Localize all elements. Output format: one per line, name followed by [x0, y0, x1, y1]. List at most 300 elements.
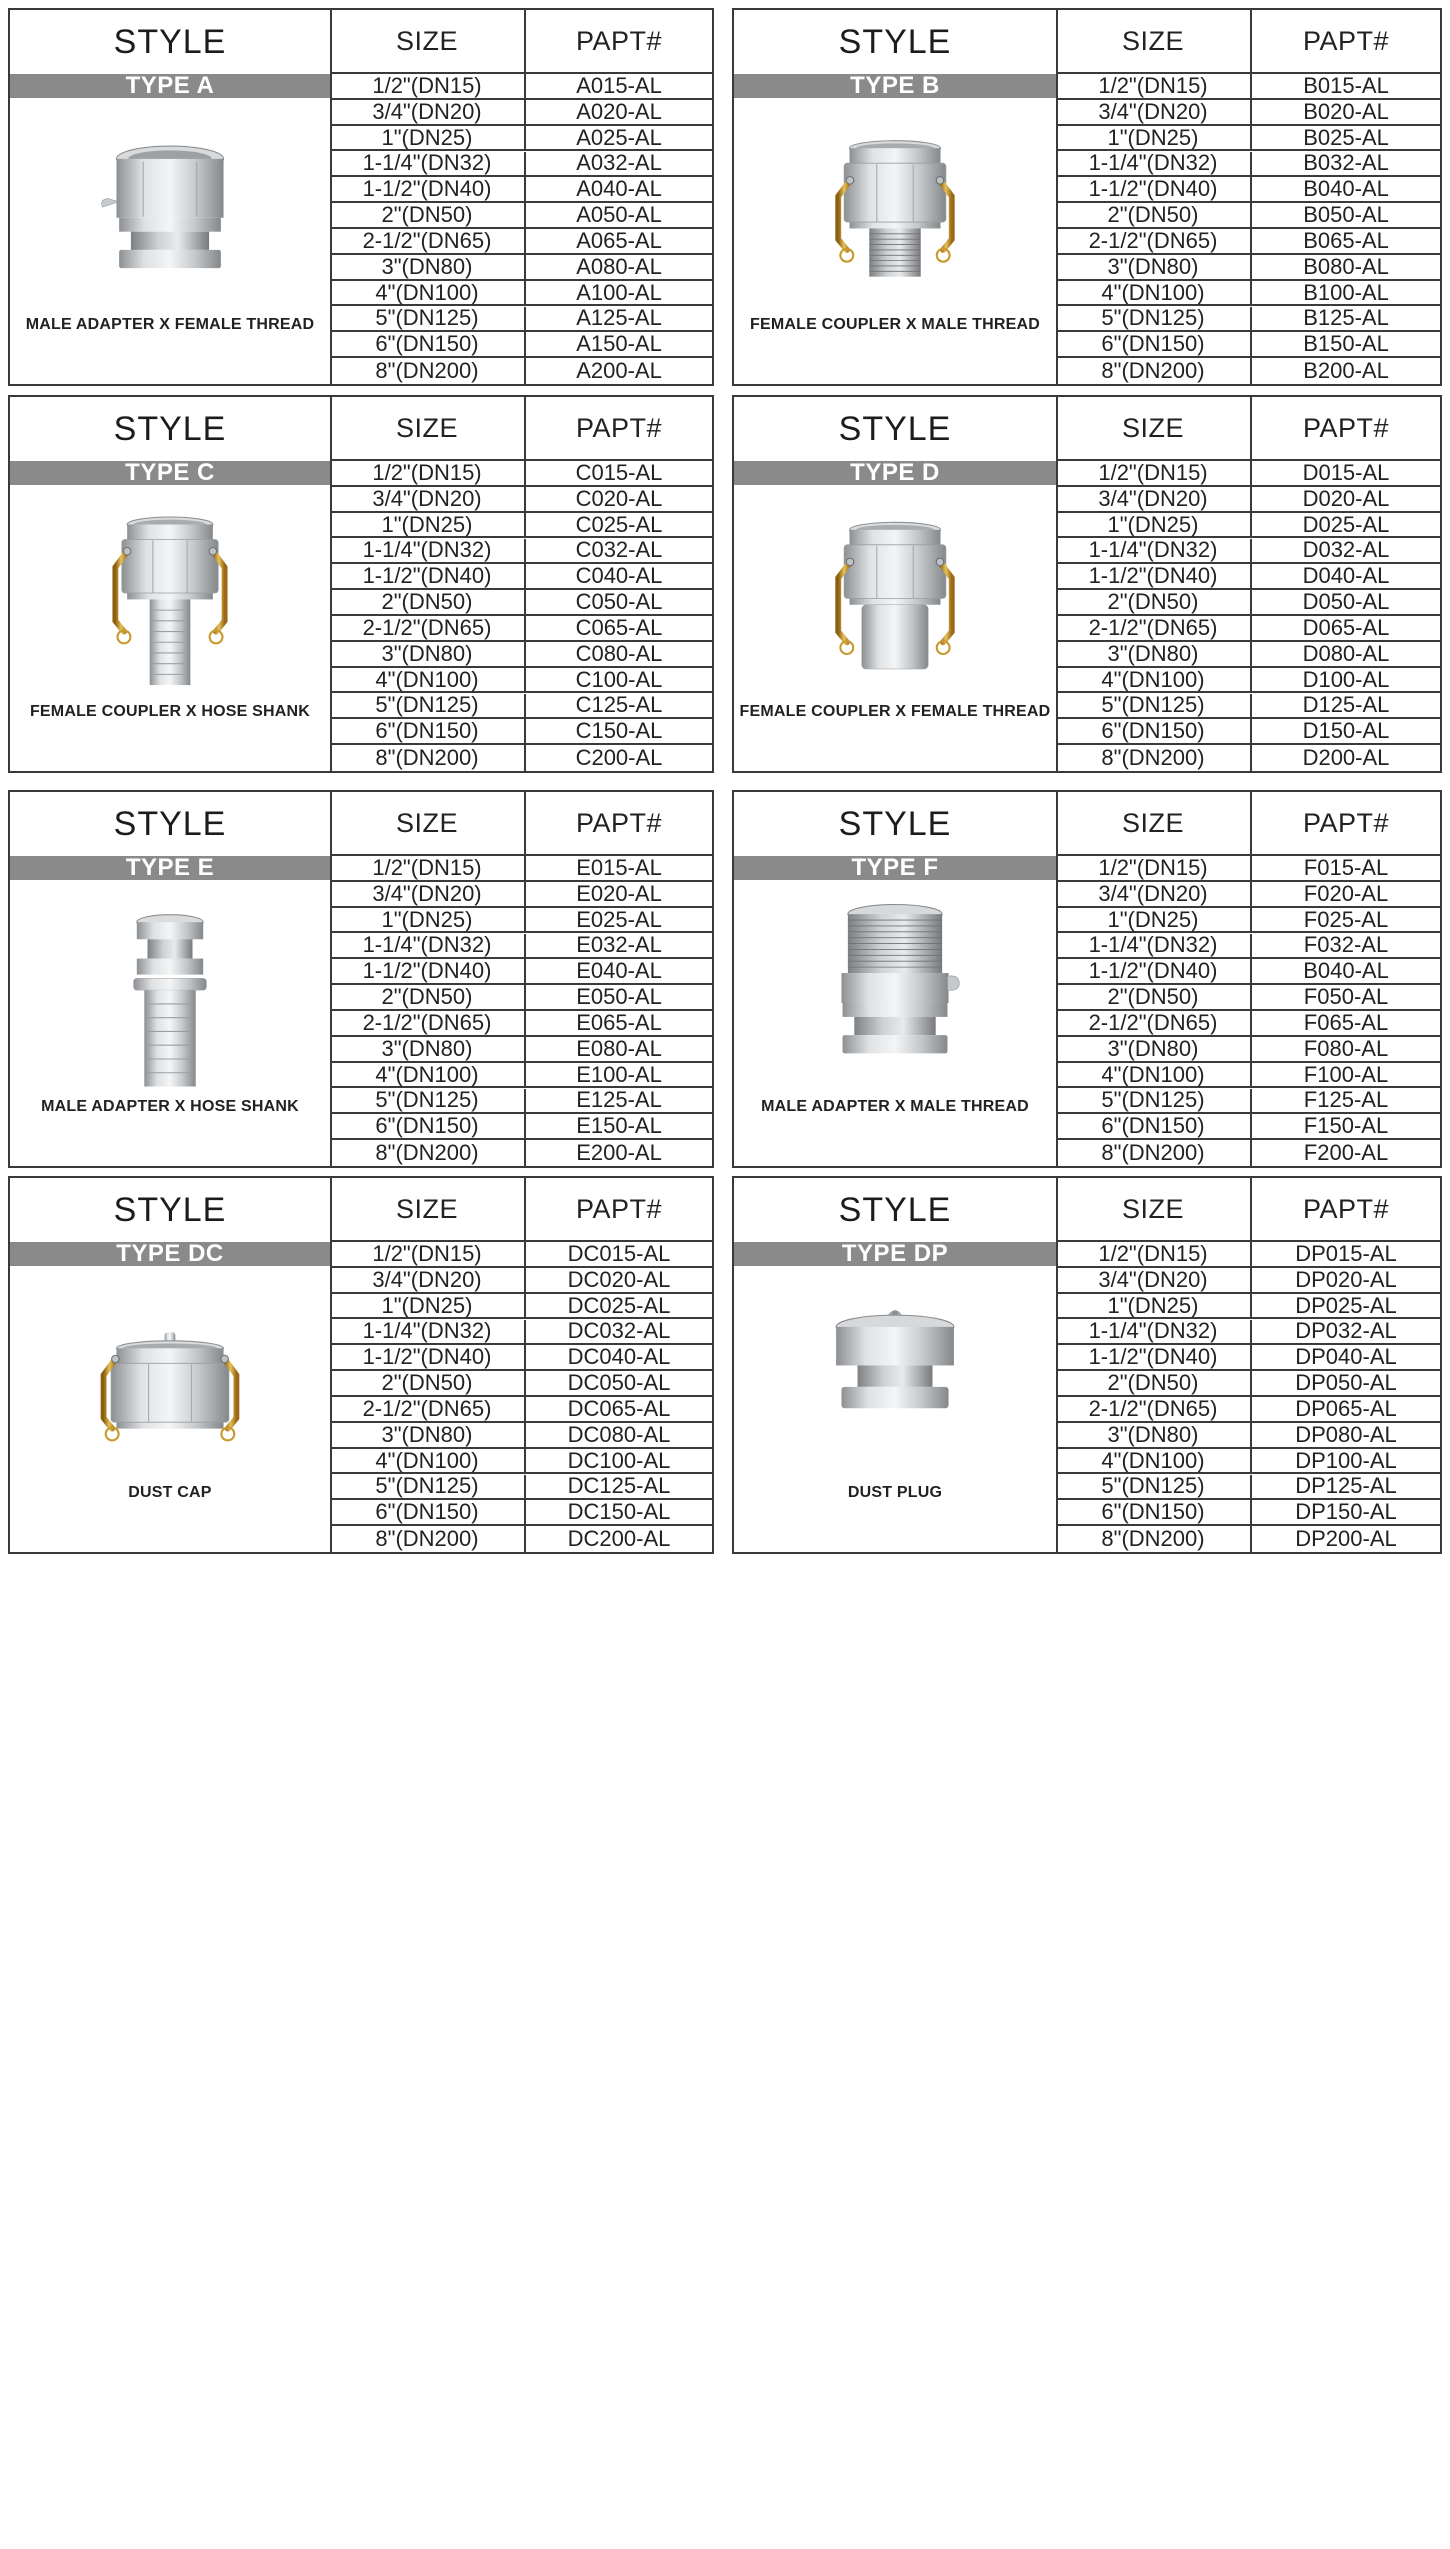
size-cell: 5"(DN125)	[1056, 1089, 1252, 1113]
part-number-cell: D200-AL	[1302, 745, 1390, 771]
fitting-panel-3	[8, 395, 714, 773]
style-column	[10, 792, 332, 1166]
size-part-table	[1056, 792, 1440, 1166]
size-cell: 1-1/4"(DN32)	[330, 934, 526, 958]
size-column-header: SIZE	[330, 792, 526, 854]
part-number-cell: F100-AL	[1303, 1061, 1389, 1087]
type-a-fitting-icon	[10, 100, 330, 314]
size-cell: 2"(DN50)	[1056, 985, 1252, 1009]
table-row	[330, 1371, 712, 1397]
size-cell: 4"(DN100)	[330, 668, 526, 692]
size-cell: 5"(DN125)	[1056, 694, 1252, 718]
table-row	[1056, 985, 1440, 1011]
size-cell: 1-1/4"(DN32)	[1056, 934, 1252, 958]
table-row	[1056, 1449, 1440, 1475]
part-number-cell: DC020-AL	[567, 1266, 671, 1292]
size-cell: 3"(DN80)	[1056, 1423, 1252, 1447]
table-row	[330, 229, 712, 255]
part-number-cell: DC150-AL	[567, 1499, 671, 1525]
part-number-cell: B200-AL	[1303, 358, 1389, 384]
size-cell: 4"(DN100)	[1056, 1063, 1252, 1087]
size-cell: 1-1/2"(DN40)	[330, 1345, 526, 1369]
size-cell: 2-1/2"(DN65)	[1056, 1397, 1252, 1421]
size-cell: 2-1/2"(DN65)	[1056, 229, 1252, 253]
part-number-cell: DP200-AL	[1295, 1526, 1397, 1552]
part-number-cell: C040-AL	[575, 563, 663, 589]
part-column-header: PAPT#	[1302, 412, 1390, 443]
size-cell: 1"(DN25)	[1056, 513, 1252, 537]
table-row	[330, 74, 712, 100]
table-row	[330, 177, 712, 203]
size-column-header: SIZE	[1056, 10, 1252, 72]
size-cell: 8"(DN200)	[330, 1140, 526, 1166]
part-number-cell: E032-AL	[576, 932, 662, 958]
part-number-cell: B080-AL	[1303, 253, 1389, 279]
part-number-cell: B125-AL	[1303, 305, 1389, 331]
type-f-fitting-icon	[734, 882, 1056, 1096]
part-column-header: PAPT#	[575, 25, 663, 56]
type-e-fitting-icon	[10, 882, 330, 1096]
style-header: STYLE	[838, 22, 952, 61]
table-header-row	[1056, 792, 1440, 856]
table-row	[330, 1475, 712, 1501]
style-column	[734, 1178, 1058, 1552]
size-cell: 1-1/4"(DN32)	[330, 539, 526, 563]
dust-cap-icon	[10, 1268, 330, 1482]
table-row	[1056, 1320, 1440, 1346]
size-cell: 3"(DN80)	[330, 1423, 526, 1447]
part-number-cell: C080-AL	[575, 640, 663, 666]
part-number-cell: F050-AL	[1303, 984, 1389, 1010]
part-number-cell: A025-AL	[576, 124, 662, 150]
part-number-cell: DP150-AL	[1295, 1499, 1397, 1525]
table-row	[330, 564, 712, 590]
part-number-cell: DC050-AL	[567, 1370, 671, 1396]
style-header: STYLE	[113, 22, 227, 61]
table-row	[330, 694, 712, 720]
part-number-cell: B040-AL	[1303, 958, 1389, 984]
size-cell: 1-1/2"(DN40)	[1056, 1345, 1252, 1369]
table-header-row	[330, 1178, 712, 1242]
part-number-cell: F032-AL	[1303, 932, 1389, 958]
table-row	[1056, 255, 1440, 281]
size-cell: 5"(DN125)	[1056, 1475, 1252, 1499]
table-row	[1056, 1475, 1440, 1501]
table-row	[1056, 281, 1440, 307]
style-header: STYLE	[838, 804, 952, 843]
part-number-cell: DP100-AL	[1295, 1447, 1397, 1473]
size-part-table	[1056, 10, 1440, 384]
part-number-cell: E015-AL	[576, 854, 662, 880]
part-number-cell: E125-AL	[576, 1087, 662, 1113]
part-number-cell: A125-AL	[576, 305, 662, 331]
table-row	[330, 307, 712, 333]
size-cell: 2"(DN50)	[1056, 590, 1252, 614]
table-row	[330, 985, 712, 1011]
table-row	[1056, 616, 1440, 642]
part-number-cell: D040-AL	[1302, 563, 1390, 589]
part-number-cell: B025-AL	[1303, 124, 1389, 150]
part-number-cell: D065-AL	[1302, 614, 1390, 640]
part-number-cell: E025-AL	[576, 906, 662, 932]
part-number-cell: C015-AL	[575, 459, 663, 485]
size-cell: 1-1/4"(DN32)	[1056, 152, 1252, 176]
size-cell: 3/4"(DN20)	[1056, 100, 1252, 124]
size-cell: 1"(DN25)	[330, 1294, 526, 1318]
part-number-cell: E100-AL	[576, 1061, 662, 1087]
table-row	[1056, 487, 1440, 513]
table-row	[1056, 959, 1440, 985]
size-cell: 2-1/2"(DN65)	[330, 229, 526, 253]
size-cell: 2-1/2"(DN65)	[1056, 616, 1252, 640]
size-cell: 6"(DN150)	[330, 1114, 526, 1138]
table-row	[330, 1500, 712, 1526]
size-cell: 2"(DN50)	[330, 1371, 526, 1395]
size-cell: 6"(DN150)	[1056, 719, 1252, 743]
table-row	[330, 1242, 712, 1268]
fitting-description: MALE ADAPTER X FEMALE THREAD	[25, 316, 315, 333]
size-column-header: SIZE	[330, 10, 526, 72]
table-row	[1056, 856, 1440, 882]
part-number-cell: A020-AL	[576, 98, 662, 124]
part-number-cell: C125-AL	[575, 692, 663, 718]
table-row	[1056, 513, 1440, 539]
table-row	[330, 126, 712, 152]
size-cell: 4"(DN100)	[330, 1063, 526, 1087]
part-column-header: PAPT#	[575, 807, 663, 838]
table-row	[330, 513, 712, 539]
part-number-cell: F020-AL	[1303, 880, 1389, 906]
part-number-cell: C025-AL	[575, 511, 663, 537]
size-part-table	[330, 792, 712, 1166]
table-row	[1056, 229, 1440, 255]
size-cell: 3/4"(DN20)	[330, 100, 526, 124]
type-d-fitting-icon	[734, 487, 1056, 701]
size-cell: 3"(DN80)	[330, 642, 526, 666]
size-cell: 4"(DN100)	[1056, 668, 1252, 692]
table-row	[1056, 590, 1440, 616]
type-b-fitting-icon	[734, 100, 1056, 314]
table-row	[330, 1526, 712, 1552]
size-cell: 1/2"(DN15)	[1056, 461, 1252, 485]
part-number-cell: E150-AL	[576, 1113, 662, 1139]
part-number-cell: C020-AL	[575, 485, 663, 511]
part-number-cell: A150-AL	[576, 331, 662, 357]
table-row	[330, 487, 712, 513]
size-cell: 1-1/4"(DN32)	[1056, 1320, 1252, 1344]
table-row	[330, 1294, 712, 1320]
part-number-cell: DC125-AL	[567, 1473, 671, 1499]
part-number-cell: B150-AL	[1303, 331, 1389, 357]
table-row	[1056, 642, 1440, 668]
size-cell: 6"(DN150)	[1056, 1114, 1252, 1138]
part-number-cell: DP065-AL	[1295, 1395, 1397, 1421]
style-column	[10, 10, 332, 384]
size-cell: 4"(DN100)	[1056, 281, 1252, 305]
part-number-cell: DC032-AL	[567, 1318, 671, 1344]
part-number-cell: E065-AL	[576, 1009, 662, 1035]
size-part-table	[330, 397, 712, 771]
fitting-description: FEMALE COUPLER X HOSE SHANK	[29, 703, 311, 720]
part-number-cell: C065-AL	[575, 614, 663, 640]
fitting-description: FEMALE COUPLER X MALE THREAD	[749, 316, 1041, 333]
part-number-cell: DP015-AL	[1295, 1240, 1397, 1266]
style-header: STYLE	[838, 409, 952, 448]
table-row	[1056, 1011, 1440, 1037]
size-cell: 1"(DN25)	[330, 126, 526, 150]
size-cell: 1/2"(DN15)	[330, 461, 526, 485]
type-a-fitting-icon	[10, 100, 330, 314]
part-number-cell: A015-AL	[576, 72, 662, 98]
size-cell: 8"(DN200)	[330, 358, 526, 384]
table-row	[1056, 307, 1440, 333]
size-part-table	[1056, 397, 1440, 771]
part-number-cell: E080-AL	[576, 1035, 662, 1061]
table-row	[1056, 934, 1440, 960]
size-cell: 2"(DN50)	[330, 985, 526, 1009]
table-row	[330, 1397, 712, 1423]
part-number-cell: E200-AL	[576, 1140, 662, 1166]
table-row	[1056, 461, 1440, 487]
size-cell: 2-1/2"(DN65)	[330, 616, 526, 640]
part-number-cell: D125-AL	[1302, 692, 1390, 718]
dust-plug-icon	[734, 1268, 1056, 1482]
size-cell: 8"(DN200)	[1056, 1140, 1252, 1166]
type-label-bar: TYPE DC	[10, 1242, 330, 1266]
size-column-header: SIZE	[1056, 792, 1252, 854]
size-cell: 5"(DN125)	[330, 1475, 526, 1499]
table-row	[1056, 1242, 1440, 1268]
table-row	[330, 1011, 712, 1037]
part-number-cell: DP125-AL	[1295, 1473, 1397, 1499]
size-cell: 1"(DN25)	[1056, 908, 1252, 932]
part-number-cell: B040-AL	[1303, 176, 1389, 202]
table-row	[330, 1140, 712, 1166]
table-row	[330, 1423, 712, 1449]
style-header: STYLE	[838, 1190, 952, 1229]
part-number-cell: C032-AL	[575, 537, 663, 563]
size-cell: 3/4"(DN20)	[1056, 1268, 1252, 1292]
table-row	[330, 1063, 712, 1089]
part-number-cell: B015-AL	[1303, 72, 1389, 98]
table-row	[330, 1345, 712, 1371]
size-cell: 1-1/2"(DN40)	[1056, 959, 1252, 983]
table-row	[330, 100, 712, 126]
part-number-cell: DP020-AL	[1295, 1266, 1397, 1292]
table-row	[1056, 1423, 1440, 1449]
table-row	[330, 719, 712, 745]
table-row	[1056, 908, 1440, 934]
size-cell: 1"(DN25)	[1056, 126, 1252, 150]
type-label-bar: TYPE E	[10, 856, 330, 880]
part-number-cell: B065-AL	[1303, 227, 1389, 253]
size-cell: 1"(DN25)	[330, 908, 526, 932]
size-cell: 2-1/2"(DN65)	[330, 1011, 526, 1035]
part-number-cell: DP025-AL	[1295, 1292, 1397, 1318]
size-cell: 6"(DN150)	[330, 1500, 526, 1524]
table-row	[330, 539, 712, 565]
part-number-cell: D020-AL	[1302, 485, 1390, 511]
table-row	[1056, 668, 1440, 694]
type-label-bar: TYPE B	[734, 74, 1056, 98]
type-c-fitting-icon	[10, 487, 330, 701]
table-row	[1056, 74, 1440, 100]
size-cell: 4"(DN100)	[330, 1449, 526, 1473]
table-row	[1056, 100, 1440, 126]
part-number-cell: DP080-AL	[1295, 1421, 1397, 1447]
size-cell: 3/4"(DN20)	[1056, 487, 1252, 511]
table-row	[1056, 152, 1440, 178]
part-number-cell: A080-AL	[576, 253, 662, 279]
table-row	[1056, 1089, 1440, 1115]
part-number-cell: E040-AL	[576, 958, 662, 984]
size-cell: 2-1/2"(DN65)	[330, 1397, 526, 1421]
table-row	[1056, 745, 1440, 771]
dust-cap-icon	[10, 1268, 330, 1482]
fitting-panel-7	[8, 1176, 714, 1554]
size-cell: 5"(DN125)	[330, 307, 526, 331]
part-number-cell: C200-AL	[575, 745, 663, 771]
part-number-cell: F150-AL	[1303, 1113, 1389, 1139]
table-row	[330, 616, 712, 642]
table-row	[1056, 177, 1440, 203]
size-cell: 2-1/2"(DN65)	[1056, 1011, 1252, 1035]
size-cell: 1/2"(DN15)	[330, 856, 526, 880]
size-cell: 1-1/2"(DN40)	[330, 959, 526, 983]
part-number-cell: B020-AL	[1303, 98, 1389, 124]
size-column-header: SIZE	[1056, 397, 1252, 459]
size-cell: 3/4"(DN20)	[330, 487, 526, 511]
type-label-bar: TYPE C	[10, 461, 330, 485]
part-number-cell: A050-AL	[576, 202, 662, 228]
type-d-fitting-icon	[734, 487, 1056, 701]
table-header-row	[330, 10, 712, 74]
fitting-description: DUST CAP	[128, 1484, 212, 1501]
table-row	[1056, 1294, 1440, 1320]
part-number-cell: A100-AL	[576, 279, 662, 305]
part-number-cell: DC025-AL	[567, 1292, 671, 1318]
table-row	[1056, 1345, 1440, 1371]
table-row	[330, 1114, 712, 1140]
type-b-fitting-icon	[734, 100, 1056, 314]
style-column	[734, 397, 1058, 771]
table-row	[330, 1089, 712, 1115]
table-row	[330, 1268, 712, 1294]
size-cell: 3"(DN80)	[1056, 255, 1252, 279]
size-cell: 2"(DN50)	[1056, 1371, 1252, 1395]
size-cell: 1-1/4"(DN32)	[1056, 539, 1252, 563]
type-label-bar: TYPE DP	[734, 1242, 1056, 1266]
part-number-cell: E050-AL	[576, 984, 662, 1010]
size-cell: 1"(DN25)	[330, 513, 526, 537]
dust-plug-icon	[734, 1268, 1056, 1482]
size-cell: 1-1/2"(DN40)	[330, 177, 526, 201]
part-number-cell: F080-AL	[1303, 1035, 1389, 1061]
part-number-cell: C050-AL	[575, 589, 663, 615]
table-row	[1056, 1140, 1440, 1166]
size-cell: 8"(DN200)	[1056, 745, 1252, 771]
size-cell: 8"(DN200)	[330, 745, 526, 771]
size-cell: 1/2"(DN15)	[1056, 74, 1252, 98]
fitting-panel-4	[732, 395, 1442, 773]
table-header-row	[1056, 1178, 1440, 1242]
table-row	[1056, 1526, 1440, 1552]
part-number-cell: DC065-AL	[567, 1395, 671, 1421]
fitting-panel-1	[8, 8, 714, 386]
size-cell: 1/2"(DN15)	[1056, 856, 1252, 880]
type-label-bar: TYPE D	[734, 461, 1056, 485]
table-row	[1056, 1500, 1440, 1526]
table-row	[330, 203, 712, 229]
table-row	[330, 332, 712, 358]
table-row	[1056, 1037, 1440, 1063]
table-row	[330, 959, 712, 985]
part-number-cell: D150-AL	[1302, 718, 1390, 744]
table-row	[1056, 694, 1440, 720]
table-row	[1056, 203, 1440, 229]
part-number-cell: A032-AL	[576, 150, 662, 176]
size-cell: 8"(DN200)	[330, 1526, 526, 1552]
part-number-cell: DC040-AL	[567, 1344, 671, 1370]
type-e-fitting-icon	[10, 882, 330, 1096]
part-number-cell: C150-AL	[575, 718, 663, 744]
part-column-header: PAPT#	[575, 1193, 663, 1224]
type-label-bar: TYPE F	[734, 856, 1056, 880]
size-cell: 6"(DN150)	[330, 719, 526, 743]
table-header-row	[1056, 397, 1440, 461]
size-cell: 1-1/2"(DN40)	[330, 564, 526, 588]
table-row	[1056, 539, 1440, 565]
part-number-cell: F025-AL	[1303, 906, 1389, 932]
part-column-header: PAPT#	[575, 412, 663, 443]
fitting-description: MALE ADAPTER X MALE THREAD	[761, 1098, 1029, 1115]
size-part-table	[330, 1178, 712, 1552]
size-cell: 3"(DN80)	[330, 1037, 526, 1061]
style-column	[734, 792, 1058, 1166]
size-cell: 3/4"(DN20)	[1056, 882, 1252, 906]
size-cell: 3/4"(DN20)	[330, 882, 526, 906]
part-number-cell: DC080-AL	[567, 1421, 671, 1447]
part-number-cell: D015-AL	[1302, 459, 1390, 485]
table-row	[330, 882, 712, 908]
size-cell: 4"(DN100)	[330, 281, 526, 305]
size-cell: 1-1/4"(DN32)	[330, 1320, 526, 1344]
size-cell: 6"(DN150)	[330, 332, 526, 356]
size-part-table	[330, 10, 712, 384]
size-cell: 3"(DN80)	[1056, 642, 1252, 666]
part-number-cell: DP050-AL	[1295, 1370, 1397, 1396]
table-row	[330, 856, 712, 882]
size-cell: 3"(DN80)	[1056, 1037, 1252, 1061]
table-row	[330, 908, 712, 934]
table-row	[1056, 1371, 1440, 1397]
size-cell: 3"(DN80)	[330, 255, 526, 279]
part-number-cell: F125-AL	[1303, 1087, 1389, 1113]
table-row	[330, 358, 712, 384]
table-row	[330, 642, 712, 668]
part-number-cell: D080-AL	[1302, 640, 1390, 666]
size-cell: 2"(DN50)	[1056, 203, 1252, 227]
part-number-cell: B100-AL	[1303, 279, 1389, 305]
table-header-row	[330, 792, 712, 856]
size-cell: 1-1/2"(DN40)	[1056, 564, 1252, 588]
size-cell: 6"(DN150)	[1056, 332, 1252, 356]
part-number-cell: F015-AL	[1303, 854, 1389, 880]
table-header-row	[1056, 10, 1440, 74]
part-number-cell: D100-AL	[1302, 666, 1390, 692]
part-number-cell: F065-AL	[1303, 1009, 1389, 1035]
size-part-table	[1056, 1178, 1440, 1552]
